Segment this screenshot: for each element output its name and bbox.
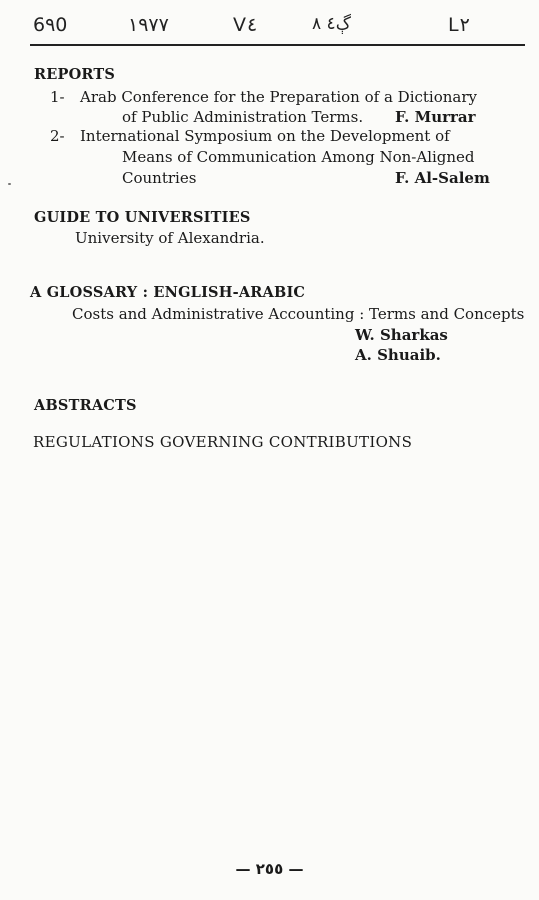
abstracts-heading: ABSTRACTS bbox=[34, 397, 137, 414]
glossary-author-1: W. Sharkas bbox=[355, 326, 448, 344]
report-2-title-line3: Countries bbox=[122, 169, 197, 187]
report-1-title-line2: of Public Administration Terms. bbox=[122, 108, 364, 126]
handwritten-mark-1: 6٩0 bbox=[33, 14, 68, 36]
glossary-heading: A GLOSSARY : ENGLISH-ARABIC bbox=[30, 284, 306, 301]
header-rule bbox=[30, 44, 525, 46]
handwritten-mark-3: V٤ bbox=[233, 14, 258, 36]
report-2-number: 2- bbox=[50, 127, 65, 145]
handwritten-mark-2: ١٩٧٧ bbox=[128, 14, 169, 36]
report-1-title-line1: Arab Conference for the Preparation of a Dictionary bbox=[80, 88, 477, 106]
glossary-author-2: A. Shuaib. bbox=[355, 346, 441, 364]
report-1-author: F. Murrar bbox=[395, 108, 476, 126]
reports-heading: REPORTS bbox=[34, 66, 116, 83]
report-2-title-line1: International Symposium on the Development of bbox=[80, 127, 450, 145]
handwritten-mark-4: ڳ٤ ٨ bbox=[312, 14, 351, 34]
handwritten-mark-5: L٢ bbox=[448, 14, 470, 36]
regulations-heading: REGULATIONS GOVERNING CONTRIBUTIONS bbox=[33, 433, 413, 451]
report-1-number: 1- bbox=[50, 88, 65, 106]
glossary-title: Costs and Administrative Accounting : Terms and Concepts bbox=[72, 305, 525, 323]
guide-heading: GUIDE TO UNIVERSITIES bbox=[34, 209, 251, 226]
report-2-title-line2: Means of Communication Among Non-Aligned bbox=[122, 148, 475, 166]
report-2-author: F. Al-Salem bbox=[395, 169, 490, 187]
page-number: — ٢٥٥ — bbox=[235, 860, 304, 878]
scan-speck bbox=[8, 183, 11, 185]
guide-item: University of Alexandria. bbox=[75, 229, 265, 247]
